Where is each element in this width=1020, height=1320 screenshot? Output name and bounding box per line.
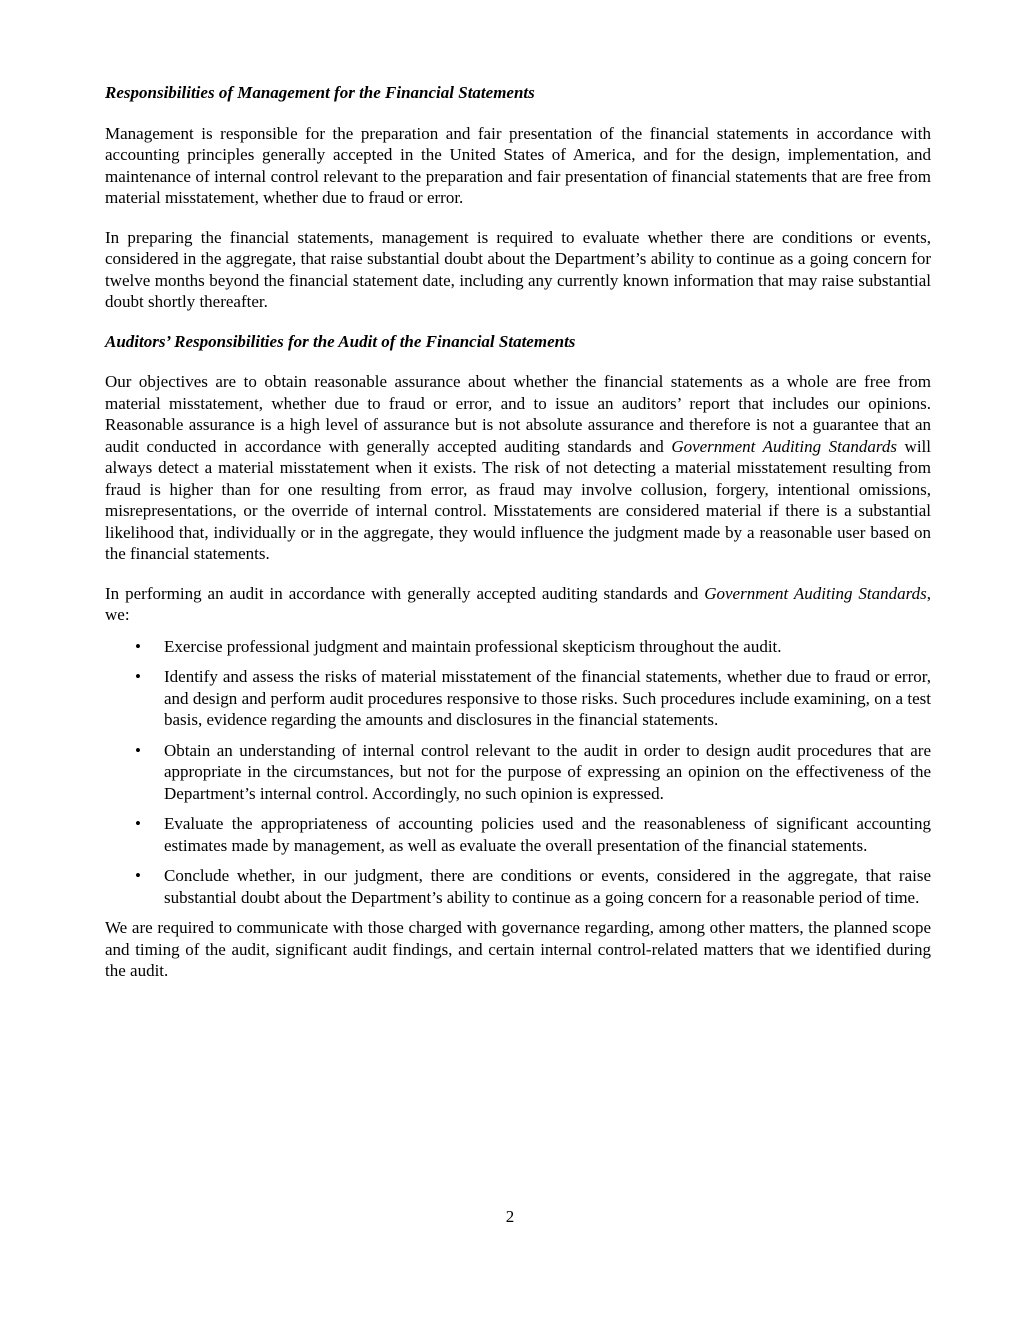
auditors-objectives-paragraph (105, 371, 931, 565)
page-number: 2 (505, 1207, 515, 1226)
bullet-icon: • (135, 667, 141, 686)
list-item (105, 666, 931, 731)
document-page (105, 82, 931, 1000)
management-paragraph-2: In preparing the financial statements, management is required to evaluate whether there are conditions or events, considered in the aggregate, that raise substantial doubt about the Department’s ability to continue as a going concern for twelve months beyond the financial statement date, including any currently known information that may raise substantial doubt shortly thereafter. (105, 227, 931, 311)
list-item (105, 813, 931, 856)
intro-gas-reference: Government Auditing Standards (704, 583, 927, 603)
list-item-text: Identify and assess the risks of material misstatement of the financial statements, whether due to fraud or error, and design and perform audit procedures responsive to those risks. Such procedures include examining, on a test basis, evidence regarding the amounts and disclosures in the financial statements. (164, 667, 931, 729)
bullet-icon: • (135, 866, 141, 885)
auditors-responsibilities-heading: Auditors’ Responsibilities for the Audit of the Financial Statements (105, 331, 576, 351)
intro-text-part-2: , we: (105, 583, 931, 624)
list-item-text: Obtain an understanding of internal control relevant to the audit in order to design audit procedures that are appropriate in the circumstances, but not for the purpose of expressing an opinion on the effectiveness of the Department’s internal control. Accordingly, no such opinion is expressed. (164, 740, 931, 803)
list-item-text: Exercise professional judgment and maintain professional skepticism throughout the audit. (164, 636, 782, 656)
list-item (105, 636, 931, 658)
objectives-text-part-1: Our objectives are to obtain reasonable assurance about whether the financial statements as a whole are free from material misstatement, whether due to fraud or error, and to issue an auditors’ report that includes our opinions. Reasonable assurance is a high level of assurance but is not absolute assurance and therefore is not a guarantee that an audit conducted in accordance with generally accepted auditing standards and (105, 372, 931, 456)
objectives-text-part-2: will always detect a material misstatement when it exists. The risk of not detecting a material misstatement resulting from fraud is higher than for one resulting from error, as fraud may involve collusion, forgery, intentional omissions, misrepresentations, or the override of internal control. Misstatements are considered material if there is a substantial likelihood that, individually or in the aggregate, they would influence the judgment made by a reasonable user based on the financial statements. (105, 436, 931, 563)
list-item-text: Conclude whether, in our judgment, there are conditions or events, considered in the aggregate, that raise substantial doubt about the Department’s ability to continue as a going concern for a reasonable period of time. (164, 866, 931, 907)
management-paragraph-1: Management is responsible for the preparation and fair presentation of the financial statements in accordance with accounting principles generally accepted in the United States of America, and for the design, implementation, and maintenance of internal control relevant to the preparation and fair presentation of financial statements that are free from material misstatement, whether due to fraud or error. (105, 123, 931, 207)
list-item (105, 740, 931, 805)
audit-procedures-list (105, 636, 931, 909)
bullet-icon: • (135, 636, 141, 656)
performing-audit-intro (105, 583, 931, 626)
management-responsibilities-heading: Responsibilities of Management for the Financial Statements (105, 83, 535, 102)
intro-text-part-1: In performing an audit in accordance with generally accepted auditing standards and (105, 583, 705, 603)
list-item (105, 865, 931, 908)
bullet-icon: • (135, 814, 141, 833)
governance-communication-paragraph: We are required to communicate with those charged with governance regarding, among other matters, the planned scope and timing of the audit, significant audit findings, and certain internal control-related matters that we identified during the audit. (105, 918, 931, 980)
bullet-icon: • (135, 740, 141, 760)
objectives-gas-reference: Government Auditing Standards (671, 436, 897, 456)
list-item-text: Evaluate the appropriateness of accounting policies used and the reasonableness of significant accounting estimates made by management, as well as evaluate the overall presentation of the financial statements. (164, 814, 931, 855)
